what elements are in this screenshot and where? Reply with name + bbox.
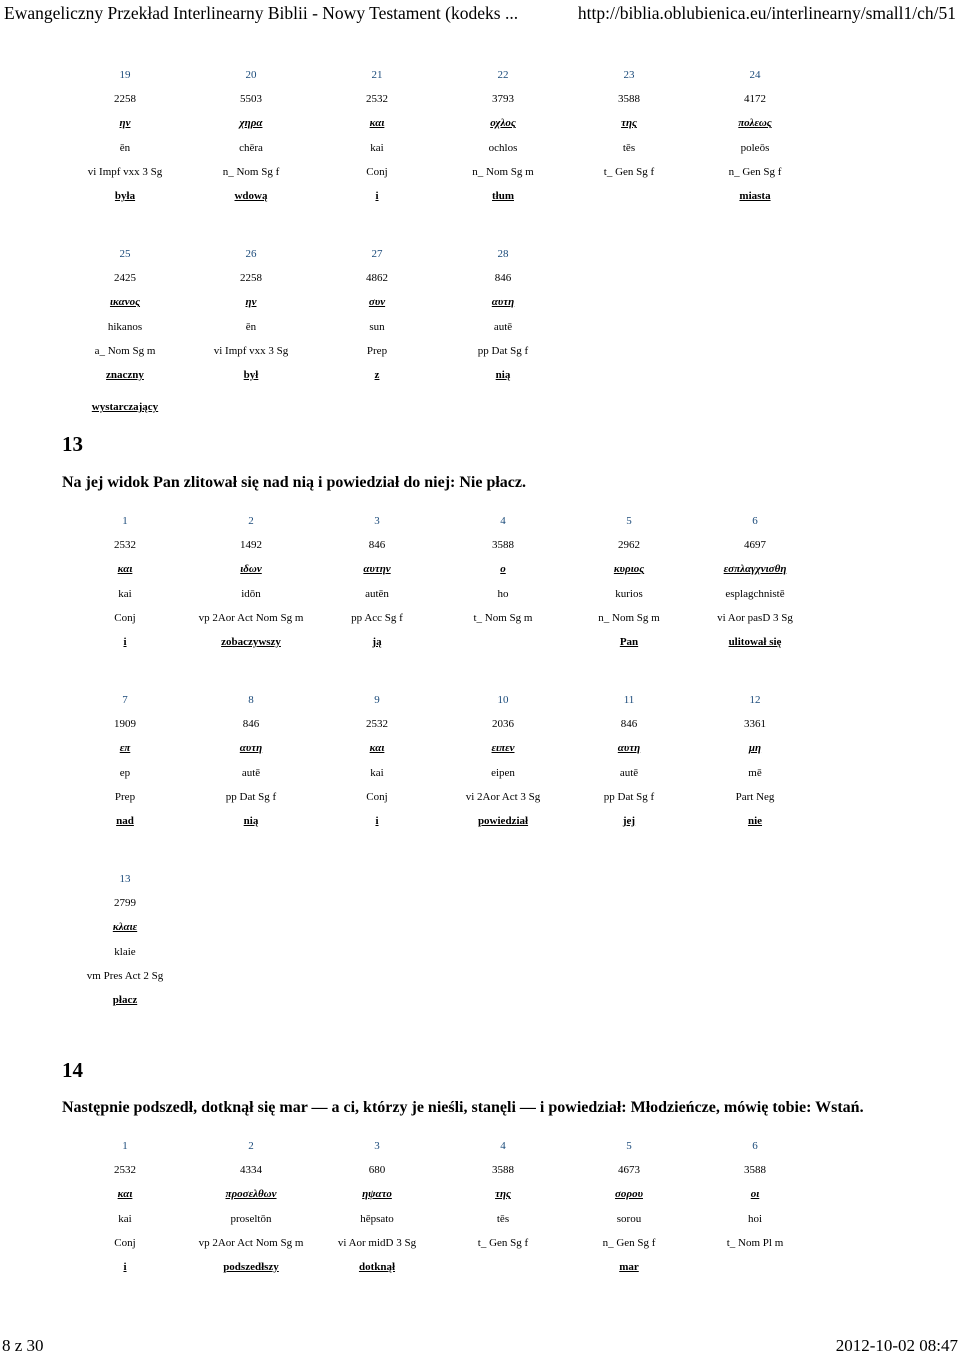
morphology: t_ Gen Sg f (477, 1236, 529, 1249)
row-word-number (62, 66, 818, 84)
morphology: t_ Gen Sg f (603, 165, 655, 178)
morphology: vi 2Aor Act 3 Sg (465, 790, 541, 803)
morphology: pp Dat Sg f (225, 790, 277, 803)
transliteration: kurios (615, 587, 643, 600)
word-number: 19 (119, 69, 131, 81)
word-number: 6 (752, 1140, 758, 1152)
morphology: Prep (366, 344, 388, 357)
transliteration: kai (370, 141, 384, 154)
transliteration: autē (493, 320, 513, 333)
word-number: 8 (248, 694, 254, 706)
morphology: vi Aor midD 3 Sg (337, 1236, 417, 1249)
row-word-number (62, 691, 818, 709)
greek-word-link[interactable]: μη (748, 742, 762, 755)
morphology: t_ Nom Sg m (473, 611, 533, 624)
transliteration: poleōs (740, 141, 770, 154)
greek-word-link[interactable]: προσελθων (225, 1188, 277, 1201)
row-strong-number (62, 536, 818, 554)
greek-word-link[interactable]: της (495, 1188, 511, 1201)
morphology: Conj (366, 165, 388, 178)
transliteration: proseltōn (230, 1212, 272, 1225)
polish-translation-link[interactable]: znaczny (106, 369, 144, 381)
row-morphology (62, 788, 818, 806)
word-number: 1 (122, 515, 128, 527)
row-transliteration (62, 585, 818, 603)
polish-translation-link[interactable]: była (114, 190, 136, 202)
row-word-number (62, 245, 818, 263)
morphology: n_ Nom Sg f (222, 165, 280, 178)
strong-number: 846 (242, 718, 260, 731)
strong-number: 2532 (366, 93, 388, 106)
word-number: 21 (371, 69, 383, 81)
word-number: 28 (497, 248, 509, 260)
row-strong-number (62, 1161, 818, 1179)
strong-number: 846 (494, 272, 512, 285)
strong-number: 3588 (618, 93, 640, 106)
polish-translation-link[interactable]: i (123, 636, 127, 648)
polish-translation-link[interactable]: tłum (492, 190, 514, 202)
transliteration: ēn (119, 141, 131, 154)
word-number: 10 (497, 694, 509, 706)
row-polish-translation-link (62, 812, 818, 830)
verse-number: 13 (62, 432, 83, 456)
greek-word-link[interactable]: συν (368, 296, 386, 309)
row-strong-number (62, 894, 818, 912)
transliteration: kai (370, 766, 384, 779)
morphology: vi Impf vxx 3 Sg (87, 165, 163, 178)
polish-translation-link[interactable]: Pan (619, 636, 639, 648)
morphology: pp Acc Sg f (351, 611, 403, 624)
greek-word-link[interactable]: ην (245, 296, 257, 309)
greek-word-link[interactable]: εσπλαγχνισθη (723, 563, 787, 576)
strong-number: 4172 (744, 93, 766, 106)
greek-word-link[interactable]: και (117, 1188, 133, 1201)
polish-translation-link[interactable]: i (123, 1261, 127, 1273)
transliteration: hēpsato (360, 1212, 394, 1225)
row-greek-word-link (62, 918, 818, 936)
morphology: Prep (114, 790, 136, 803)
page-title: Ewangeliczny Przekład Interlinearny Biblii - Nowy Testament (kodeks ... (4, 3, 519, 23)
page-url[interactable]: http://biblia.oblubienica.eu/interlinearny/small1/ch/51 (577, 3, 956, 23)
morphology: n_ Nom Sg m (598, 611, 660, 624)
row-word-number (62, 1137, 818, 1155)
transliteration: autē (241, 766, 261, 779)
polish-translation-link[interactable]: mar (619, 1261, 639, 1273)
transliteration: tēs (622, 141, 636, 154)
polish-translation-link[interactable]: miasta (739, 190, 771, 202)
page-header (0, 0, 960, 26)
word-number: 23 (623, 69, 635, 81)
word-number: 1 (122, 1140, 128, 1152)
row-word-number (62, 870, 818, 888)
word-number: 7 (122, 694, 128, 706)
row-polish-translation-link (62, 1258, 818, 1276)
word-number: 5 (626, 515, 632, 527)
polish-alt-translation-link[interactable]: wystarczający (91, 401, 159, 414)
greek-word-link[interactable]: αυτη (491, 296, 515, 309)
row-word-number (62, 512, 818, 530)
greek-word-link[interactable]: αυτη (617, 742, 641, 755)
word-number: 22 (497, 69, 509, 81)
word-number: 11 (623, 694, 635, 706)
word-number: 6 (752, 515, 758, 527)
greek-word-link[interactable]: οι (750, 1188, 760, 1201)
strong-number: 5503 (240, 93, 262, 106)
row-morphology (62, 609, 818, 627)
greek-word-link[interactable]: ιδων (240, 563, 262, 576)
morphology: a_ Nom Sg m (94, 344, 156, 357)
polish-translation-link[interactable]: nie (747, 815, 763, 827)
row-greek-word-link (62, 739, 818, 757)
transliteration: hoi (747, 1212, 763, 1225)
word-number: 27 (371, 248, 383, 260)
word-number: 5 (626, 1140, 632, 1152)
morphology: vi Impf vxx 3 Sg (213, 344, 289, 357)
strong-number: 4862 (366, 272, 388, 285)
row-morphology (62, 967, 818, 985)
strong-number: 2258 (240, 272, 262, 285)
morphology: vp 2Aor Act Nom Sg m (198, 611, 304, 624)
polish-translation-link[interactable]: i (375, 815, 379, 827)
row-strong-number (62, 715, 818, 733)
greek-word-link[interactable]: της (621, 117, 637, 130)
greek-word-link[interactable]: ηψατο (362, 1188, 392, 1201)
polish-translation-link[interactable]: dotknął (358, 1261, 396, 1273)
strong-number: 4697 (744, 539, 766, 552)
greek-word-link[interactable]: επ (119, 742, 131, 755)
row-morphology (62, 163, 818, 181)
row-transliteration (62, 318, 818, 336)
transliteration: chēra (239, 141, 263, 154)
row-morphology (62, 342, 818, 360)
row-strong-number (62, 269, 818, 287)
row-transliteration (62, 139, 818, 157)
strong-number: 3588 (492, 539, 514, 552)
row-greek-word-link (62, 560, 818, 578)
greek-word-link[interactable]: κλαιε (112, 921, 138, 934)
strong-number: 2962 (618, 539, 640, 552)
polish-translation-link[interactable]: wdową (234, 190, 268, 202)
strong-number: 680 (368, 1164, 386, 1177)
transliteration: ho (497, 587, 509, 600)
row-strong-number (62, 90, 818, 108)
transliteration: eipen (491, 766, 515, 779)
transliteration: idōn (241, 587, 261, 600)
greek-word-link[interactable]: και (369, 742, 385, 755)
transliteration: sun (369, 320, 385, 333)
strong-number: 1909 (114, 718, 136, 731)
strong-number: 846 (620, 718, 638, 731)
word-number: 4 (500, 1140, 506, 1152)
strong-number: 2036 (492, 718, 514, 731)
polish-translation-link[interactable]: był (243, 369, 259, 381)
morphology: Conj (366, 790, 388, 803)
greek-word-link[interactable]: κυριος (613, 563, 645, 576)
morphology: pp Dat Sg f (603, 790, 655, 803)
strong-number: 2258 (114, 93, 136, 106)
greek-word-link[interactable]: ο (500, 563, 506, 576)
greek-word-link[interactable]: και (369, 117, 385, 130)
morphology: vi Aor pasD 3 Sg (717, 611, 793, 624)
greek-word-link[interactable]: πολεως (738, 117, 772, 130)
morphology: vp 2Aor Act Nom Sg m (198, 1236, 304, 1249)
word-number: 3 (374, 515, 380, 527)
greek-word-link[interactable]: αυτη (239, 742, 263, 755)
row-polish-translation-link (62, 187, 818, 205)
row-greek-word-link (62, 293, 818, 311)
strong-number: 2532 (366, 718, 388, 731)
morphology: n_ Gen Sg f (728, 165, 782, 178)
polish-translation-link[interactable]: ulitował się (728, 636, 782, 648)
word-number: 2 (248, 515, 254, 527)
transliteration: mē (748, 766, 762, 779)
row-polish-translation-link (62, 366, 818, 384)
polish-translation-link[interactable]: nad (116, 815, 134, 827)
verse-text: Na jej widok Pan zlitował się nad nią i powiedział do niej: Nie płacz. (62, 474, 526, 491)
transliteration: sorou (616, 1212, 642, 1225)
morphology: pp Dat Sg f (477, 344, 529, 357)
row-greek-word-link (62, 114, 818, 132)
strong-number: 3361 (744, 718, 766, 731)
row-polish-translation-link (62, 991, 818, 1009)
transliteration: tēs (496, 1212, 510, 1225)
strong-number: 3793 (492, 93, 514, 106)
word-number: 25 (119, 248, 131, 260)
row-transliteration (62, 943, 818, 961)
transliteration: esplagchnistē (725, 587, 785, 600)
polish-translation-link[interactable]: jej (622, 815, 636, 827)
polish-translation-link[interactable]: podszedłszy (223, 1261, 279, 1273)
word-number: 24 (749, 69, 761, 81)
strong-number: 1492 (240, 539, 262, 552)
strong-number: 2799 (114, 897, 136, 910)
morphology: vm Pres Act 2 Sg (86, 969, 164, 982)
morphology: n_ Nom Sg m (472, 165, 534, 178)
page-counter: 8 z 30 (2, 1336, 44, 1355)
transliteration: kai (118, 1212, 132, 1225)
transliteration: autēn (365, 587, 389, 600)
polish-translation-link[interactable]: nią (495, 369, 511, 381)
transliteration: ochlos (488, 141, 518, 154)
row-transliteration (62, 764, 818, 782)
greek-word-link[interactable]: ικανος (109, 296, 141, 309)
word-number: 9 (374, 694, 380, 706)
row-transliteration (62, 1210, 818, 1228)
word-number: 13 (119, 873, 131, 885)
polish-translation-link[interactable]: nią (243, 815, 259, 827)
polish-translation-link[interactable]: z (374, 369, 380, 381)
print-datetime: 2012-10-02 08:47 (835, 1336, 958, 1355)
greek-word-link[interactable]: ειπεν (491, 742, 515, 755)
strong-number: 2532 (114, 539, 136, 552)
word-number: 20 (245, 69, 257, 81)
transliteration: klaie (114, 945, 136, 958)
row-polish-translation-link (62, 633, 818, 651)
strong-number: 3588 (492, 1164, 514, 1177)
morphology: Part Neg (735, 790, 775, 803)
greek-word-link[interactable]: και (117, 563, 133, 576)
strong-number: 846 (368, 539, 386, 552)
strong-number: 2425 (114, 272, 136, 285)
greek-word-link[interactable]: οχλος (490, 117, 516, 130)
word-number: 12 (749, 694, 761, 706)
greek-word-link[interactable]: αυτην (363, 563, 391, 576)
strong-number: 4334 (240, 1164, 262, 1177)
transliteration: ep (119, 766, 131, 779)
word-number: 3 (374, 1140, 380, 1152)
morphology: t_ Nom Pl m (726, 1236, 784, 1249)
polish-translation-link[interactable]: i (375, 190, 379, 202)
transliteration: kai (118, 587, 132, 600)
word-number: 26 (245, 248, 257, 260)
transliteration: autē (619, 766, 639, 779)
greek-word-link[interactable]: ην (119, 117, 131, 130)
strong-number: 3588 (744, 1164, 766, 1177)
polish-translation-link[interactable]: płacz (112, 994, 138, 1006)
page-footer (0, 1335, 960, 1357)
polish-translation-link[interactable]: zobaczywszy (221, 636, 281, 648)
verse-text: Następnie podszedł, dotknął się mar — a ci, którzy je nieśli, stanęli — i powiedział: Młodzieńcze, mówię tobie: Wstań. (62, 1099, 864, 1116)
morphology: Conj (114, 611, 136, 624)
polish-translation-link[interactable]: ją (372, 636, 382, 648)
row-greek-word-link (62, 1185, 818, 1203)
greek-word-link[interactable]: χηρα (239, 117, 263, 130)
greek-word-link[interactable]: σορου (615, 1188, 643, 1201)
morphology: n_ Gen Sg f (602, 1236, 656, 1249)
strong-number: 4673 (618, 1164, 640, 1177)
verse-number: 14 (62, 1058, 83, 1082)
row-morphology (62, 1234, 818, 1252)
word-number: 4 (500, 515, 506, 527)
transliteration: hikanos (107, 320, 143, 333)
morphology: Conj (114, 1236, 136, 1249)
polish-translation-link[interactable]: powiedział (477, 815, 529, 827)
strong-number: 2532 (114, 1164, 136, 1177)
word-number: 2 (248, 1140, 254, 1152)
transliteration: ēn (245, 320, 257, 333)
